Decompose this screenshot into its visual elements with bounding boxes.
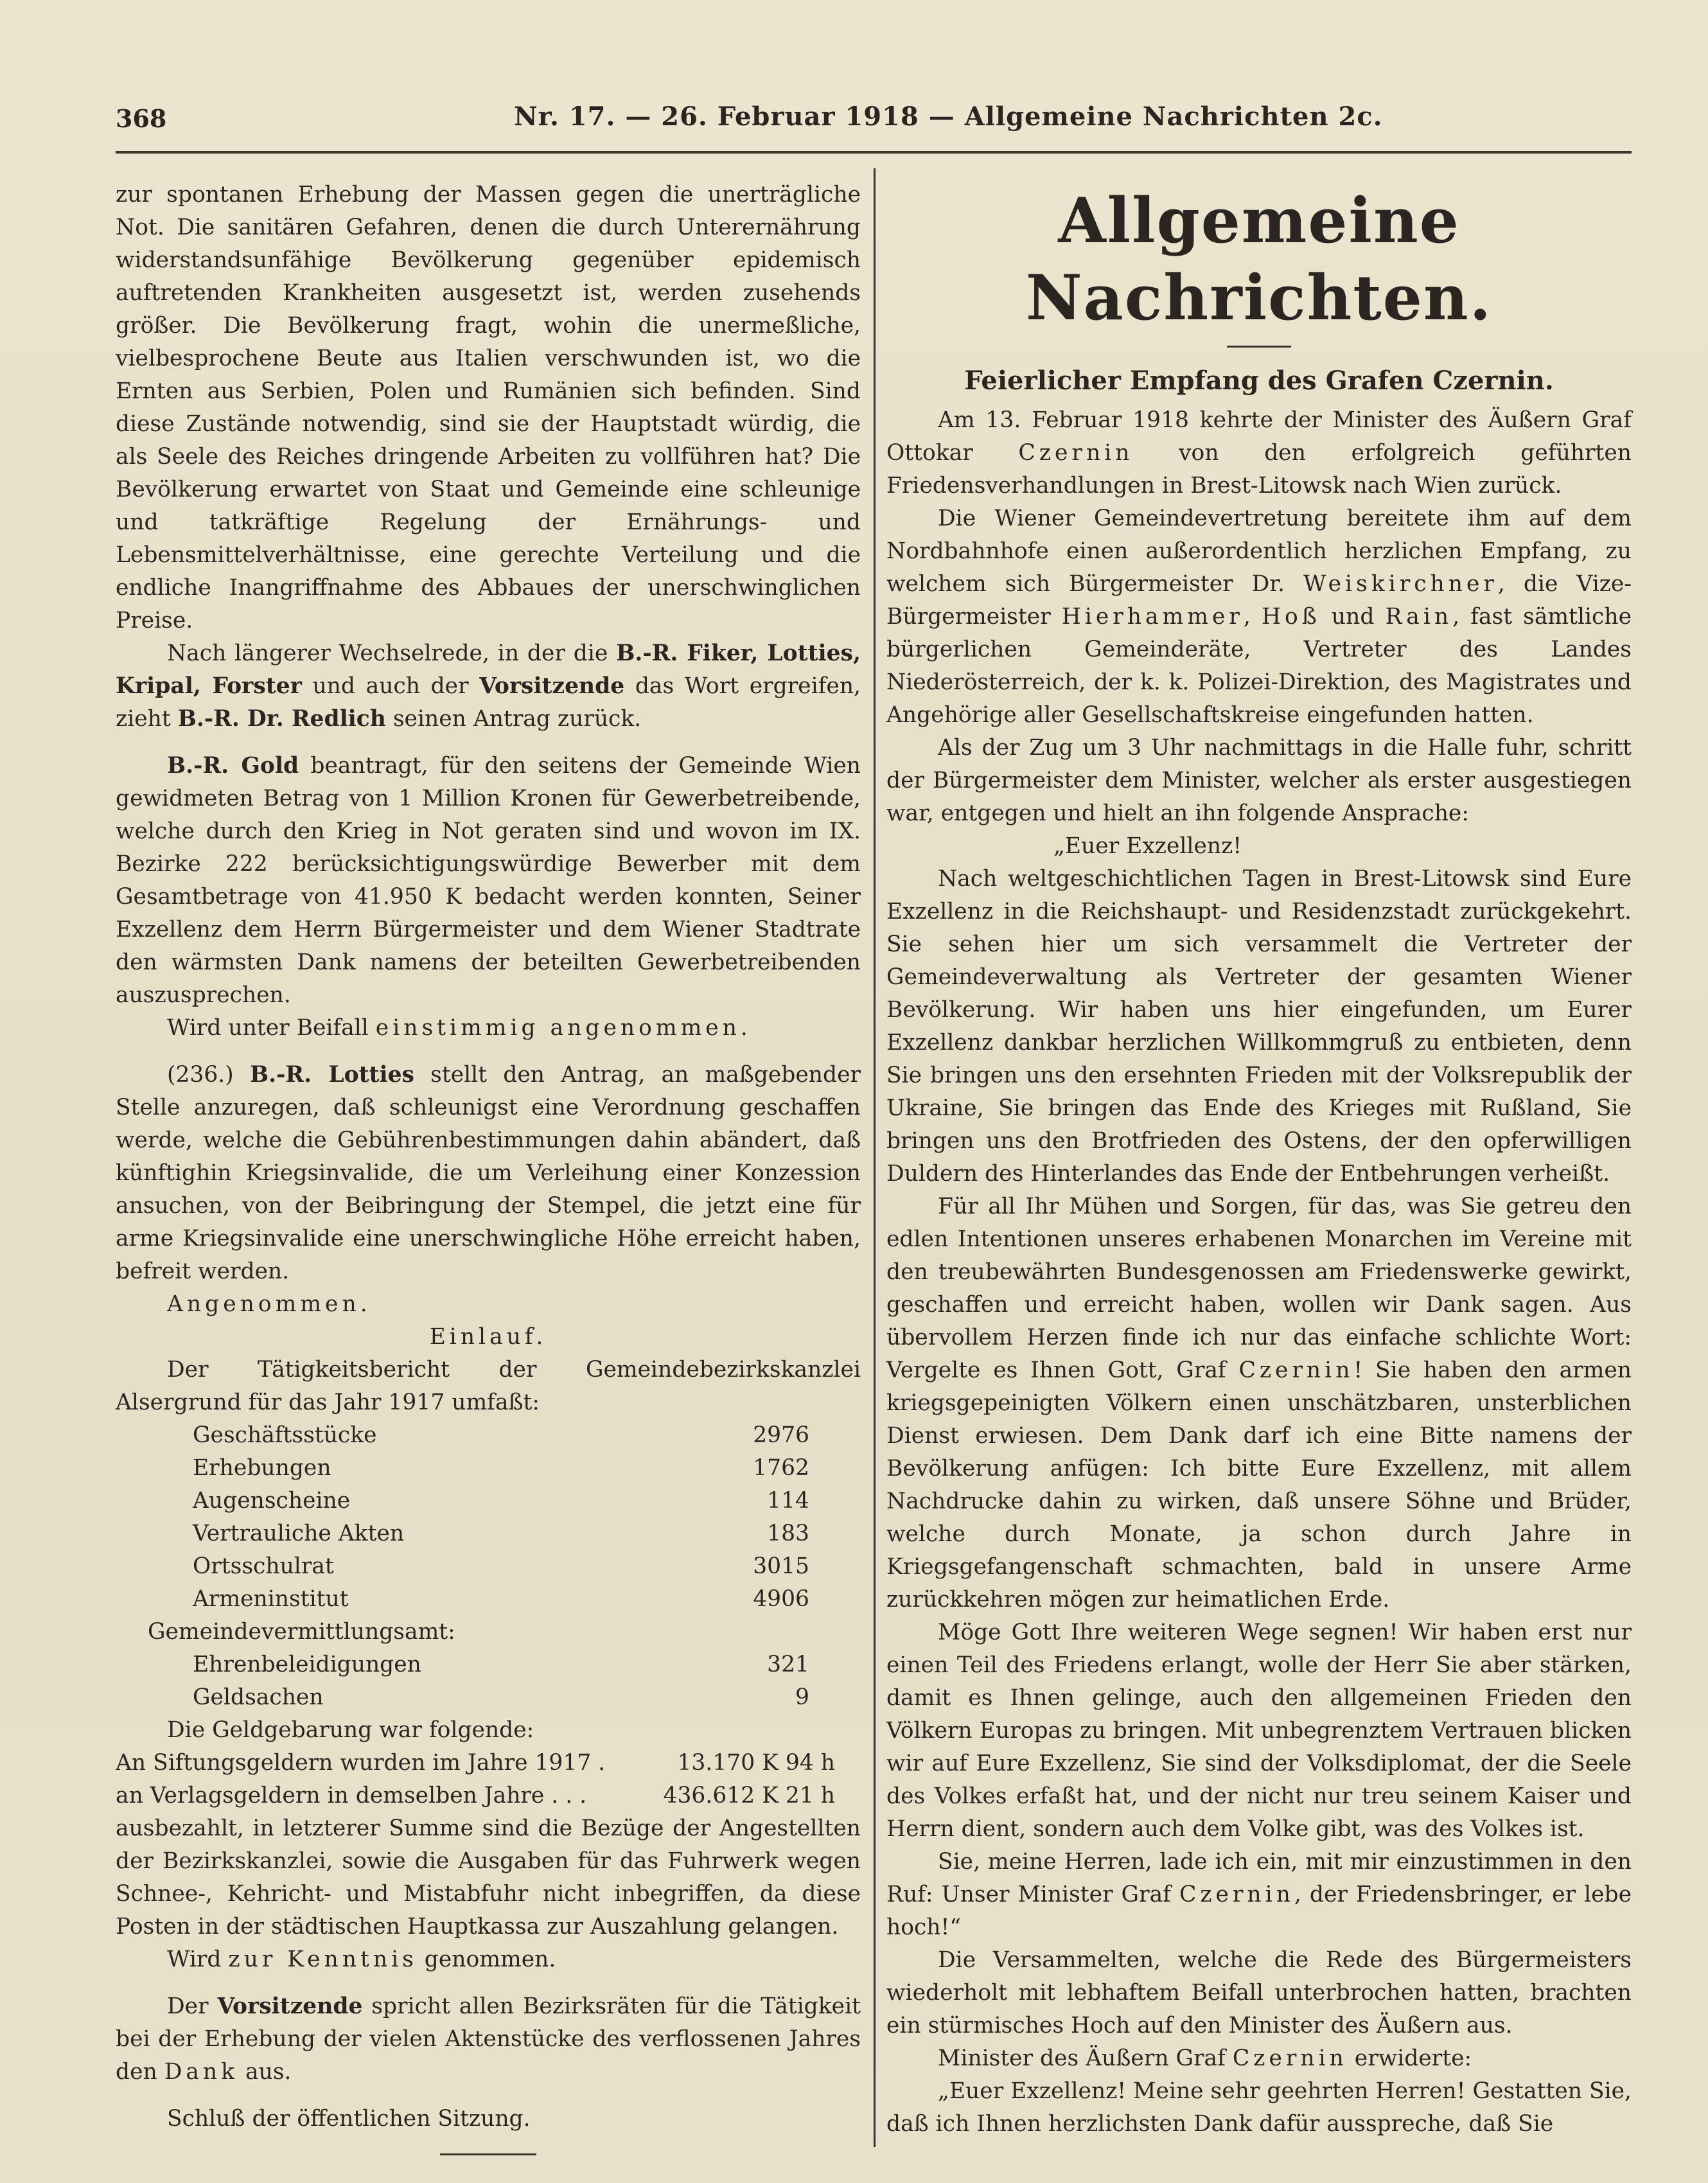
text: von den erfolgreich geführten Friedensverhandlungen in Brest-Litowsk nach Wien zurück. bbox=[886, 440, 1632, 499]
row-label: Erhebungen bbox=[193, 1455, 331, 1481]
table-row bbox=[116, 1550, 861, 1583]
spaced-text: Dank bbox=[164, 2059, 239, 2085]
row-label: Geschäftsstücke bbox=[193, 1422, 377, 1448]
text: beantragt, für den seitens der Gemeinde Wien gewidmeten Betrag von 1 Million Kronen für Gewerbetreibende, welche durch den Krieg in Not geraten sind und wovon im IX. Bezirke 222 berücksichtigungswürdige Bewerber mit dem Gesamtbetrage von 41.950 K bedacht werden konnten, Seiner Exzellenz dem Herrn Bürgermeister und dem Wiener Stadtrate den wärmsten Dank namens der beteilten Gewerbetreibenden auszusprechen. bbox=[116, 753, 861, 1008]
row-value: 183 bbox=[767, 1521, 809, 1546]
text: Nach längerer Wechselrede, in der die bbox=[167, 641, 617, 666]
spaced-text: Czernin bbox=[1179, 1882, 1294, 1907]
paragraph: Die Geldgebarung war folgende: bbox=[167, 1717, 534, 1743]
paragraph bbox=[886, 1190, 1632, 1616]
salutation: „Euer Exzellenz! bbox=[1053, 833, 1242, 859]
table-row bbox=[116, 1419, 861, 1452]
table-row bbox=[116, 1648, 861, 1681]
text: Die Wiener Gemeindevertretung bereitete ihm auf dem Nordbahnhofe einen außerordentlich herzlichen Empfang, zu welchem sich Bürgermeister Dr. bbox=[886, 506, 1632, 597]
row-label: Ortsschulrat bbox=[193, 1553, 334, 1579]
row-value: 3015 bbox=[753, 1553, 809, 1579]
text: Der bbox=[167, 1993, 218, 2019]
speaker-name: B.-R. Dr. Redlich bbox=[177, 706, 386, 732]
paragraph bbox=[116, 1059, 861, 1288]
paragraph bbox=[886, 502, 1632, 732]
paragraph bbox=[116, 750, 861, 1012]
paragraph: Nach weltgeschichtlichen Tagen in Brest-Litowsk sind Eure Exzellenz in die Reichshaupt- und Residenzstadt zurückgekehrt. Sie sehen hier um sich versammelt die Vertreter der Gemeindeverwaltung als Vertreter der gesamten Wiener Bevölkerung. Wir haben uns hier eingefunden, um Eurer Exzellenz dankbar herzlichen Willkommgruß zu entbieten, denn Sie bringen uns den ersehnten Frieden mit der Volksrepublik der Ukraine, Sie bringen das Ende des Krieges mit Rußland, Sie bringen uns den Brotfrieden des Ostens, der den opferwilligen Duldern des Hinterlandes das Ende der Entbehrungen verheißt. bbox=[886, 866, 1632, 1187]
header-title: Nr. 17. — 26. Februar 1918 — Allgemeine Nachrichten 2c. bbox=[514, 102, 1383, 132]
item-number: (236.) bbox=[167, 1062, 250, 1088]
row-value: 4906 bbox=[753, 1586, 809, 1612]
text: Für all Ihr Mühen und Sorgen, für das, was Sie getreu den edlen Intentionen unseres erhabenen Monarchen im Vereine mit den treubewährten Bundesgenossen am Friedenswerke gewirkt, geschaffen und erreicht haben, wollen wir Dank sagen. Aus übervollem Herzen finde ich nur das einfache schlichte Wort: Vergelte es Ihnen Gott, Graf bbox=[886, 1194, 1632, 1383]
row-value: 2976 bbox=[753, 1422, 809, 1448]
paragraph bbox=[886, 404, 1632, 502]
spaced-text: Czernin bbox=[1018, 440, 1134, 466]
row-value: 1762 bbox=[753, 1455, 809, 1481]
spaced-text: Rain bbox=[1385, 604, 1453, 630]
row-value: 9 bbox=[795, 1684, 809, 1710]
page-number: 368 bbox=[116, 104, 167, 133]
money-row bbox=[116, 1780, 861, 1812]
text: das Wort ergreifen, zieht bbox=[116, 673, 861, 732]
subheading: Einlauf. bbox=[429, 1324, 547, 1350]
title-rule bbox=[1227, 346, 1291, 348]
text: genommen. bbox=[417, 1947, 556, 1972]
paragraph bbox=[116, 1943, 861, 1976]
paragraph: Als der Zug um 3 Uhr nachmittags in die Halle fuhr, schritt der Bürgermeister dem Minister, welcher als erster ausgestiegen war, entgegen und hielt an ihn folgende Ansprache: bbox=[886, 735, 1632, 826]
left-column bbox=[116, 179, 861, 2161]
spaced-text: Czernin bbox=[1238, 1357, 1354, 1383]
header-rule bbox=[116, 151, 1632, 154]
row-label: an Verlagsgeldern in demselben Jahre . . . bbox=[116, 1783, 587, 1808]
row-label: Ehrenbeleidigungen bbox=[193, 1652, 421, 1677]
table-row bbox=[116, 1583, 861, 1616]
text: Am 13. Februar 1918 kehrte der Minister des Äußern Graf Ottokar bbox=[886, 407, 1632, 466]
text: seinen Antrag zurück. bbox=[385, 706, 642, 732]
text: Sie, meine Herren, lade ich ein, mit mir einzustimmen in den Ruf: Unser Minister Graf bbox=[886, 1849, 1632, 1907]
spaced-text: Weiskirchner bbox=[1303, 571, 1498, 597]
row-label: Augenscheine bbox=[193, 1488, 351, 1514]
paragraph: Der Tätigkeitsbericht der Gemeindebezirkskanzlei Alsergrund für das Jahr 1917 umfaßt: bbox=[116, 1357, 861, 1415]
table-row bbox=[116, 1517, 861, 1550]
text: Minister des Äußern Graf bbox=[938, 2046, 1233, 2071]
paragraph: „Euer Exzellenz! Meine sehr geehrten Herren! Gestatten Sie, daß ich Ihnen herzlichsten Dank dafür ausspreche, daß Sie bbox=[886, 2078, 1632, 2137]
paragraph: Die Versammelten, welche die Rede des Bürgermeisters wiederholt mit lebhaftem Beifall unterbrochen hatten, brachten ein stürmisches Hoch auf den Minister des Äußern aus. bbox=[886, 1947, 1632, 2038]
paragraph: zur spontanen Erhebung der Massen gegen die unerträgliche Not. Die sanitären Gefahren, denen die durch Unterernährung widerstandsunfähige Bevölkerung gegenüber epidemisch auftretenden Krankheiten ausgesetzt ist, werden zusehends größer. Die Bevölkerung fragt, wohin die unermeßliche, vielbesprochene Beute aus Italien verschwunden ist, wo die Ernten aus Serbien, Polen und Rumänien sich befinden. Sind diese Zustände notwendig, sind sie der Hauptstadt würdig, die als Seele des Reiches dringende Arbeiten zu vollführen hat? Die Bevölkerung erwartet von Staat und Gemeinde eine schleunige und tatkräftige Regelung der Ernährungs- und Lebensmittelverhältnisse, eine gerechte Verteilung und die endliche Inangriffnahme des Abbaues der unerschwinglichen Preise. bbox=[116, 182, 861, 633]
spaced-text: einstimmig angenommen. bbox=[375, 1015, 752, 1041]
speaker-name: B.-R. Gold bbox=[167, 753, 299, 779]
row-label: Geldsachen bbox=[193, 1684, 324, 1710]
table-row bbox=[116, 1681, 861, 1714]
text: spricht allen Bezirksräten für die Tätigkeit bei der Erhebung der vielen Aktenstücke des verflossenen Jahres den bbox=[116, 1993, 861, 2085]
paragraph bbox=[116, 1990, 861, 2089]
text: erwiderte: bbox=[1347, 2046, 1472, 2071]
row-label: An Siftungsgeldern wurden im Jahre 1917 . bbox=[116, 1750, 606, 1776]
text: aus. bbox=[238, 2059, 292, 2085]
speaker-name: B.-R. Lotties bbox=[249, 1062, 414, 1088]
table-row bbox=[116, 1485, 861, 1517]
text: , die Vize-Bürgermeister bbox=[886, 571, 1632, 630]
page-header bbox=[116, 96, 1632, 148]
text: ! Sie haben den armen kriegsgepeinigten Völkern einen unschätzbaren, unsterblichen Dienst erwiesen. Dem Dank darf ich eine Bitte namens der Bevölkerung anfügen: Ich bitte Eure Exzellenz, mit allem Nachdrucke dahin zu wirken, daß unsere Söhne und Brüder, welche durch Monate, ja schon durch Jahre in Kriegsgefangenschaft schmachten, bald in unsere Arme zurückkehren mögen zur heimatlichen Erde. bbox=[886, 1357, 1632, 1613]
row-value: 13.170 K 94 h bbox=[677, 1750, 835, 1776]
row-label: Armeninstitut bbox=[193, 1586, 349, 1612]
text: stellt den Antrag, an maßgebender Stelle anzuregen, daß schleunigst eine Verordnung geschaffen werde, welche die Gebührenbestimmungen dahin abändert, daß künftighin Kriegsinvalide, die um Verleihung einer Konzession ansuchen, von der Beibringung der Stempel, die jetzt eine für arme Kriegsinvalide eine unerschwingliche Höhe erreicht haben, befreit werden. bbox=[116, 1062, 861, 1284]
paragraph: Möge Gott Ihre weiteren Wege segnen! Wir haben erst nur einen Teil des Friedens erlangt, wolle der Herr Sie aber stärken, damit es Ihnen gelinge, auch den allgemeinen Frieden den Völkern Europas zu bringen. Mit unbegrenztem Vertrauen blicken wir auf Eure Exzellenz, Sie sind der Volksdiplomat, der die Seele des Volkes erfaßt hat, und der nicht nur treu seinem Kaiser und Herrn dient, sondern auch dem Volke gibt, was des Volkes ist. bbox=[886, 1620, 1632, 1842]
text: Wird bbox=[167, 1947, 229, 1972]
row-value: 436.612 K 21 h bbox=[663, 1783, 835, 1808]
table-subheading: Gemeindevermittlungsamt: bbox=[148, 1619, 455, 1645]
text: , der Friedensbringer, er lebe hoch!“ bbox=[886, 1882, 1632, 1940]
text: und bbox=[1320, 604, 1386, 630]
paragraph bbox=[116, 637, 861, 736]
chair-name: Vorsitzende bbox=[217, 1993, 363, 2019]
spaced-text: Hierhammer bbox=[1061, 604, 1244, 630]
text: , bbox=[1243, 604, 1262, 630]
statistics-table bbox=[116, 1419, 861, 1714]
paragraph bbox=[886, 2042, 1632, 2075]
money-row bbox=[116, 1747, 861, 1780]
paragraph: Angenommen. bbox=[167, 1291, 371, 1317]
end-rule bbox=[440, 2153, 536, 2155]
speaker-names: B.-R. Fiker, Lotties, Kripal, Forster bbox=[116, 641, 861, 699]
paragraph bbox=[116, 1012, 861, 1045]
row-value: 114 bbox=[767, 1488, 809, 1514]
spaced-text: Hoß bbox=[1261, 604, 1321, 630]
text: Wird unter Beifall bbox=[167, 1015, 376, 1041]
paragraph: ausbezahlt, in letzterer Summe sind die Bezüge der Angestellten der Bezirkskanzlei, sowie die Ausgaben für das Fuhrwerk wegen Schnee-, Kehricht- und Mistabfuhr nicht inbegriffen, da diese Posten in der städtischen Hauptkassa zur Auszahlung gelangen. bbox=[116, 1816, 861, 1940]
section-masthead: Allgemeine Nachrichten. bbox=[1025, 184, 1493, 334]
spaced-text: Czernin bbox=[1232, 2046, 1348, 2071]
row-value: 321 bbox=[767, 1652, 809, 1677]
closing-line: Schluß der öffentlichen Sitzung. bbox=[167, 2106, 531, 2132]
text: und auch der bbox=[301, 673, 480, 699]
text: , fast sämtliche bürgerlichen Gemeinderäte, Vertreter des Landes Niederösterreich, der k. k. Polizei-Direktion, des Magistrates und Angehörige aller Gesellschaftskreise eingefunden hatten. bbox=[886, 604, 1632, 728]
article-title: Feierlicher Empfang des Grafen Czernin. bbox=[964, 366, 1554, 396]
paragraph bbox=[886, 1846, 1632, 1944]
right-column bbox=[886, 179, 1632, 2141]
spaced-text: zur Kenntnis bbox=[228, 1947, 418, 1972]
column-divider bbox=[874, 168, 876, 2147]
row-label: Vertrauliche Akten bbox=[193, 1521, 405, 1546]
table-row bbox=[116, 1452, 861, 1485]
chair-name: Vorsitzende bbox=[479, 673, 625, 699]
